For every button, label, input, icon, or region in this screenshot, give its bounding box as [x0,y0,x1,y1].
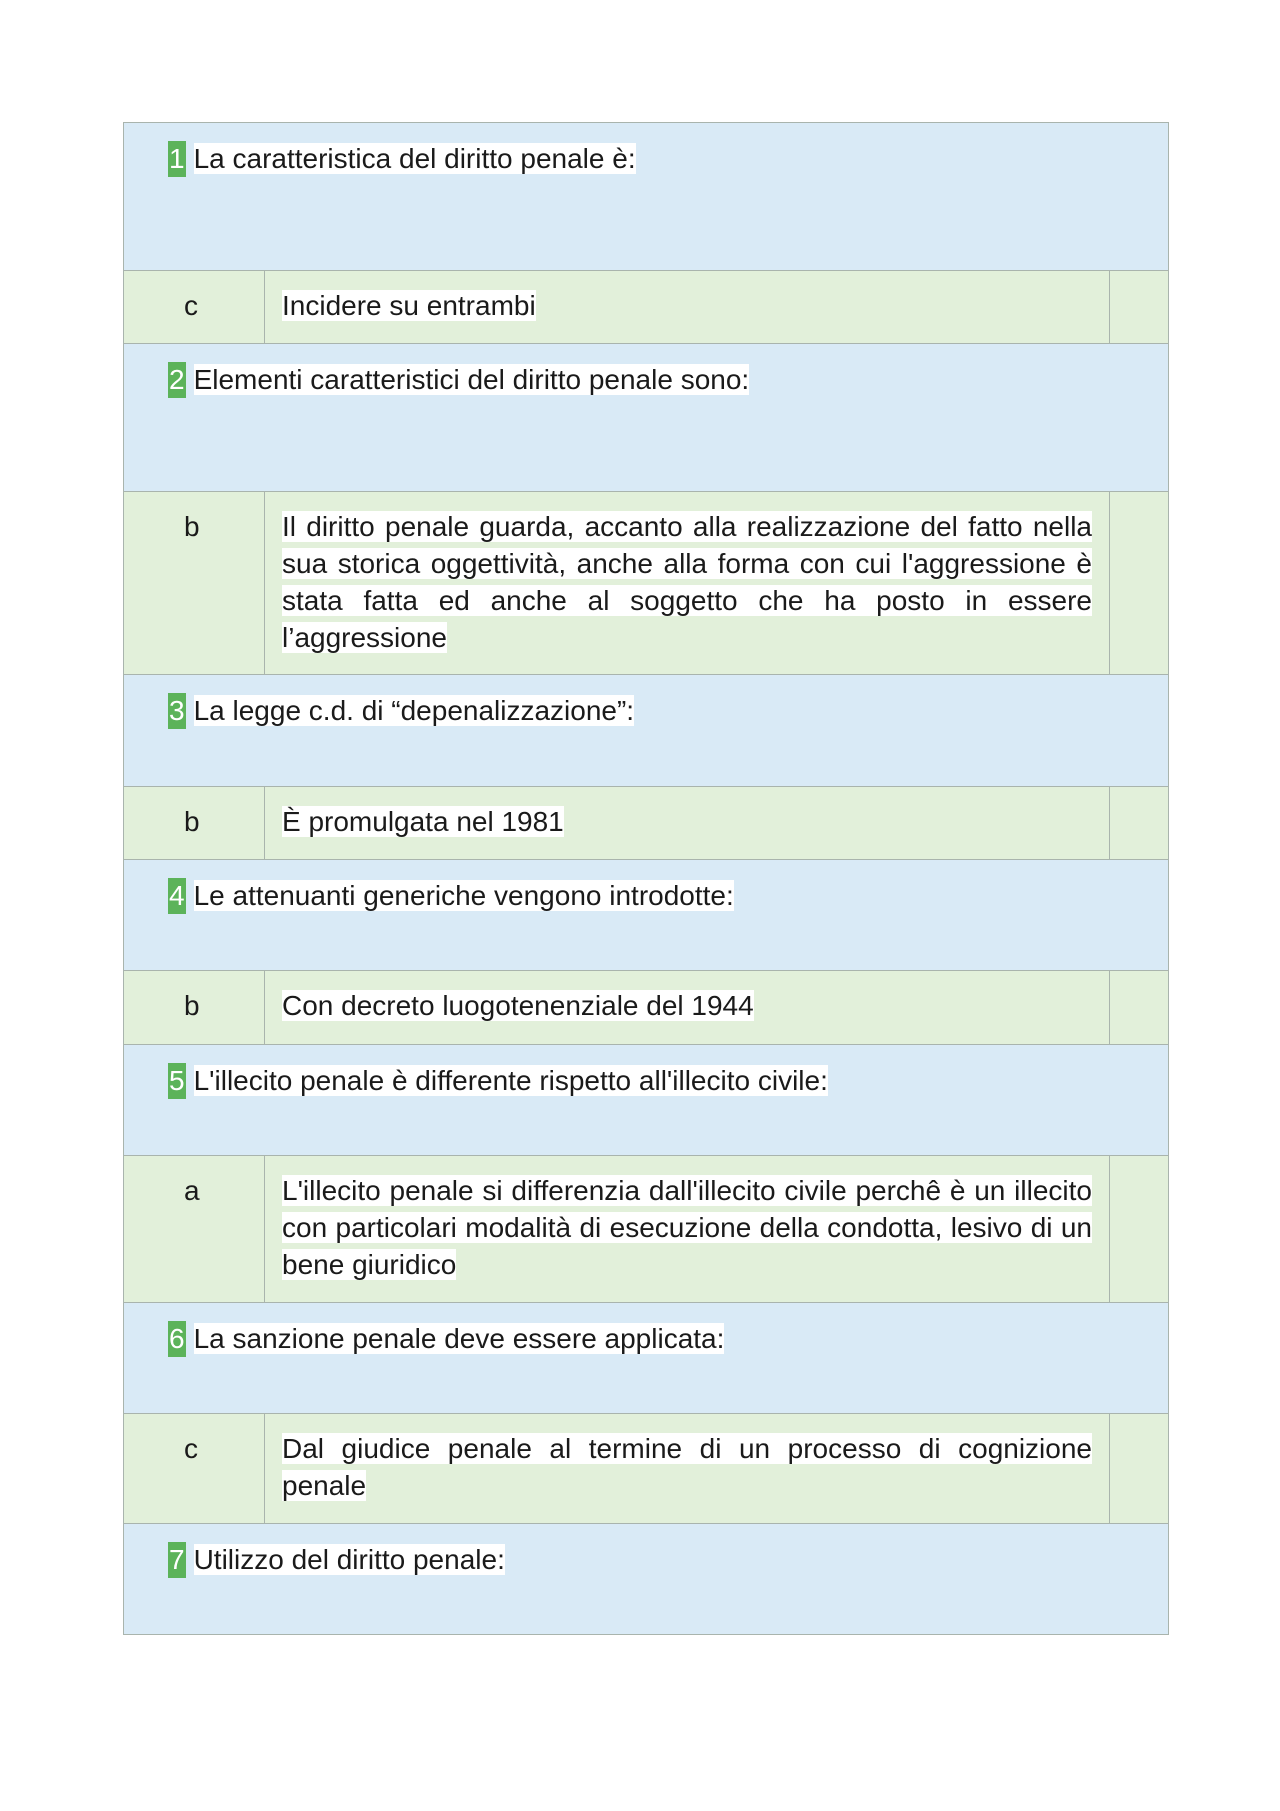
answer-mark-cell [1110,971,1168,1044]
answer-letter: b [124,787,265,859]
question-row [124,1303,1168,1414]
answer-letter: c [124,1414,265,1523]
question-number: 3 [168,693,186,729]
question-row [124,1524,1168,1634]
question-row [124,123,1168,271]
answer-cell [265,492,1110,674]
answer-mark-cell [1110,1156,1168,1302]
answer-letter: c [124,271,265,343]
answer-row [124,787,1168,860]
question-text: La legge c.d. di “depenalizzazione”: [193,695,635,726]
question-number: 2 [168,362,186,398]
answer-letter: b [124,492,265,674]
answer-letter: a [124,1156,265,1302]
answer-letter: b [124,971,265,1044]
answer-cell [265,971,1110,1044]
question-number: 7 [168,1542,186,1578]
question-row [124,344,1168,492]
question-text: Utilizzo del diritto penale: [193,1544,505,1575]
answer-cell [265,787,1110,859]
answer-row [124,1414,1168,1524]
answer-mark-cell [1110,492,1168,674]
question-number: 5 [168,1063,186,1099]
answer-text: L'illecito penale si differenzia dall'illecito civile perchê è un illecito con particolari modalità di esecuzione della condotta, lesivo di un bene giuridico [282,1175,1092,1280]
answer-cell [265,271,1110,343]
answer-text: Incidere su entrambi [282,290,536,321]
answer-mark-cell [1110,787,1168,859]
question-row [124,675,1168,787]
answer-text: Il diritto penale guarda, accanto alla realizzazione del fatto nella sua storica oggettività, anche alla forma con cui l'aggressione è stata fatta ed anche al soggetto che ha posto in essere l’aggressione [282,511,1092,653]
answer-mark-cell [1110,1414,1168,1523]
question-number: 1 [168,141,186,177]
question-text: Elementi caratteristici del diritto penale sono: [193,364,750,395]
question-row [124,1045,1168,1156]
answer-row [124,1156,1168,1303]
question-number: 4 [168,878,186,914]
answer-text: Con decreto luogotenenziale del 1944 [282,990,754,1021]
question-text: La caratteristica del diritto penale è: [193,143,636,174]
answer-text: È promulgata nel 1981 [282,806,564,837]
question-number: 6 [168,1321,186,1357]
answer-cell [265,1414,1110,1523]
quiz-table [123,122,1169,1635]
question-text: Le attenuanti generiche vengono introdotte: [193,880,734,911]
question-text: La sanzione penale deve essere applicata: [193,1323,725,1354]
answer-row [124,492,1168,675]
answer-row [124,271,1168,344]
question-text: L'illecito penale è differente rispetto all'illecito civile: [193,1065,828,1096]
answer-text: Dal giudice penale al termine di un processo di cognizione penale [282,1433,1092,1501]
question-row [124,860,1168,971]
answer-row [124,971,1168,1045]
answer-mark-cell [1110,271,1168,343]
answer-cell [265,1156,1110,1302]
